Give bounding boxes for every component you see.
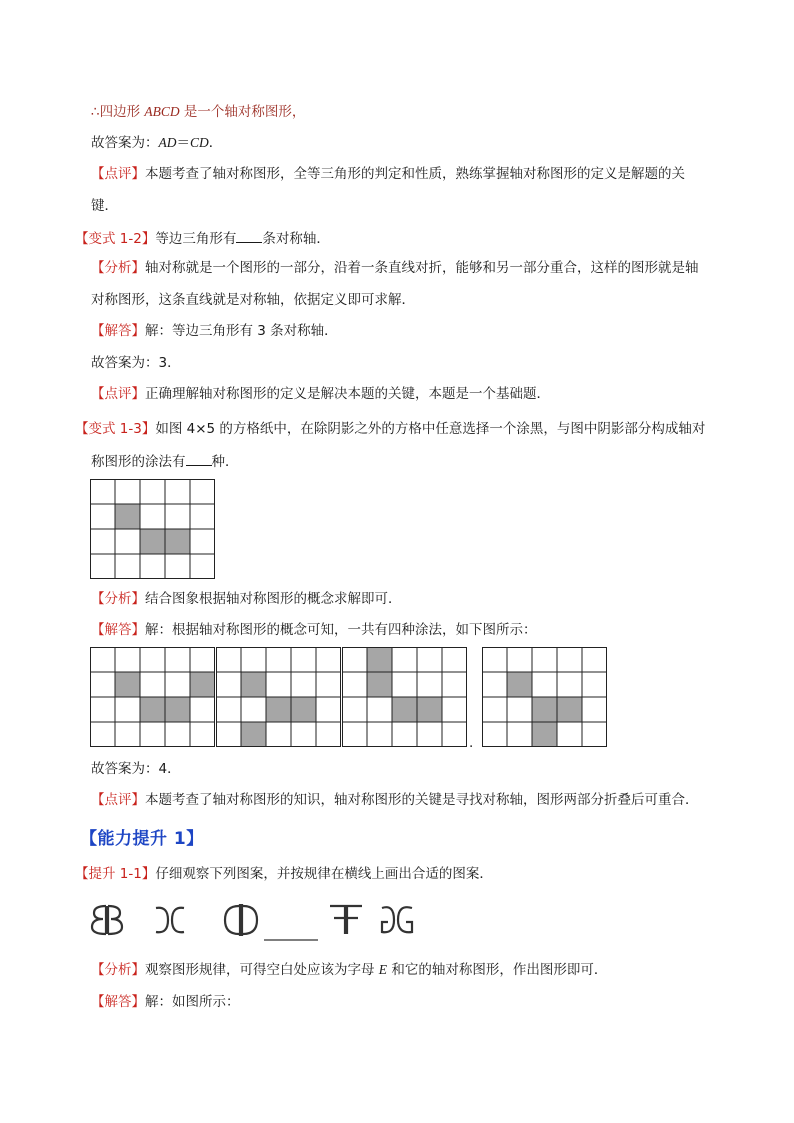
variant-1-3 <box>75 420 705 438</box>
solution-grid-4 <box>482 647 607 747</box>
text: 称图形的涂法有 <box>91 454 186 470</box>
text: CD <box>190 135 209 150</box>
solution-grids <box>90 647 610 748</box>
analysis-tag: 【分析】 <box>91 260 145 276</box>
variant-1-3-cont <box>91 451 239 471</box>
analysis-cont: 对称图形，这条直线就是对称轴，依据定义即可求解． <box>91 292 415 308</box>
text: 如图 4×5 的方格纸中，在除阴影之外的方格中任意选择一个涂黑，与图中阴影部分构成轴对 <box>155 421 706 437</box>
comment-line <box>91 791 699 809</box>
analysis-line <box>91 961 607 979</box>
text: 本题考查了轴对称图形的知识，轴对称图形的关键是寻找对称轴，图形两部分折叠后可重合． <box>145 792 699 808</box>
variant-tag: 【变式 1-3】 <box>75 421 156 437</box>
grid-figure <box>90 479 216 580</box>
text: ＝ <box>176 135 190 151</box>
separator-dot: . <box>469 735 474 751</box>
solution-grid-1 <box>90 647 215 747</box>
text: 条对称轴． <box>262 231 330 247</box>
text: 故答案为： <box>91 135 159 151</box>
solution-tag: 【解答】 <box>91 622 145 638</box>
solution-tag: 【解答】 <box>91 994 145 1010</box>
text: ABCD <box>144 104 180 119</box>
text: 种． <box>211 454 239 470</box>
solution-line <box>91 621 537 639</box>
analysis-tag: 【分析】 <box>91 591 145 607</box>
analysis-line <box>91 259 699 277</box>
answer-line <box>91 134 222 152</box>
pattern-glyph-1 <box>92 906 122 934</box>
answer-blank <box>236 228 262 243</box>
text: 和它的轴对称图形，作出图形即可． <box>387 962 608 978</box>
text: 解：如图所示： <box>145 994 240 1010</box>
solution-line <box>91 993 240 1011</box>
shaded-cell <box>165 529 190 554</box>
shaded-cell <box>140 529 165 554</box>
comment-line <box>91 165 685 183</box>
pattern-glyph-6 <box>382 907 412 932</box>
variant-1-2 <box>75 228 330 248</box>
text: AD <box>158 135 177 150</box>
text: ． <box>208 135 223 151</box>
solution-grid-2 <box>216 647 341 747</box>
text: 结合图象根据轴对称图形的概念求解即可． <box>145 591 402 607</box>
comment-cont: 键． <box>91 198 118 214</box>
answer-line: 故答案为：3． <box>91 355 181 371</box>
answer-line: 故答案为：4． <box>91 761 181 777</box>
section-heading: 【能力提升 1】 <box>80 829 204 849</box>
answer-blank <box>186 451 212 466</box>
improve-1-1 <box>75 865 493 883</box>
text: E <box>378 962 388 977</box>
solution-tag: 【解答】 <box>91 323 145 339</box>
shaded-cell <box>115 504 140 529</box>
conclusion-line <box>91 103 305 121</box>
text: ∴四边形 <box>91 104 145 120</box>
text: 轴对称就是一个图形的一部分，沿着一条直线对折，能够和另一部分重合，这样的图形就是轴 <box>145 260 699 276</box>
text: 观察图形规律，可得空白处应该为字母 <box>145 962 379 978</box>
text: 是一个轴对称图形， <box>179 104 306 120</box>
pattern-glyph-3 <box>225 904 257 936</box>
improve-tag: 【提升 1-1】 <box>75 866 156 882</box>
text: 本题考查了轴对称图形，全等三角形的判定和性质，熟练掌握轴对称图形的定义是解题的关 <box>145 166 685 182</box>
solution-line <box>91 322 338 340</box>
pattern-glyph-5 <box>330 906 362 934</box>
analysis-tag: 【分析】 <box>91 962 145 978</box>
comment-tag: 【点评】 <box>91 166 145 182</box>
pattern-glyph-2 <box>156 908 184 933</box>
text: 解：等边三角形有 3 条对称轴． <box>145 323 338 339</box>
solution-grid-3 <box>342 647 467 747</box>
text: 等边三角形有 <box>155 231 237 247</box>
analysis-line <box>91 590 402 608</box>
text: 仔细观察下列图案，并按规律在横线上画出合适的图案． <box>155 866 493 882</box>
text: 正确理解轴对称图形的定义是解决本题的关键，本题是一个基础题． <box>145 386 550 402</box>
text: 解：根据轴对称图形的概念可知，一共有四种涂法，如下图所示： <box>145 622 537 638</box>
variant-tag: 【变式 1-2】 <box>75 231 156 247</box>
comment-tag: 【点评】 <box>91 386 145 402</box>
comment-tag: 【点评】 <box>91 792 145 808</box>
comment-line <box>91 385 550 403</box>
pattern-row <box>88 898 428 946</box>
